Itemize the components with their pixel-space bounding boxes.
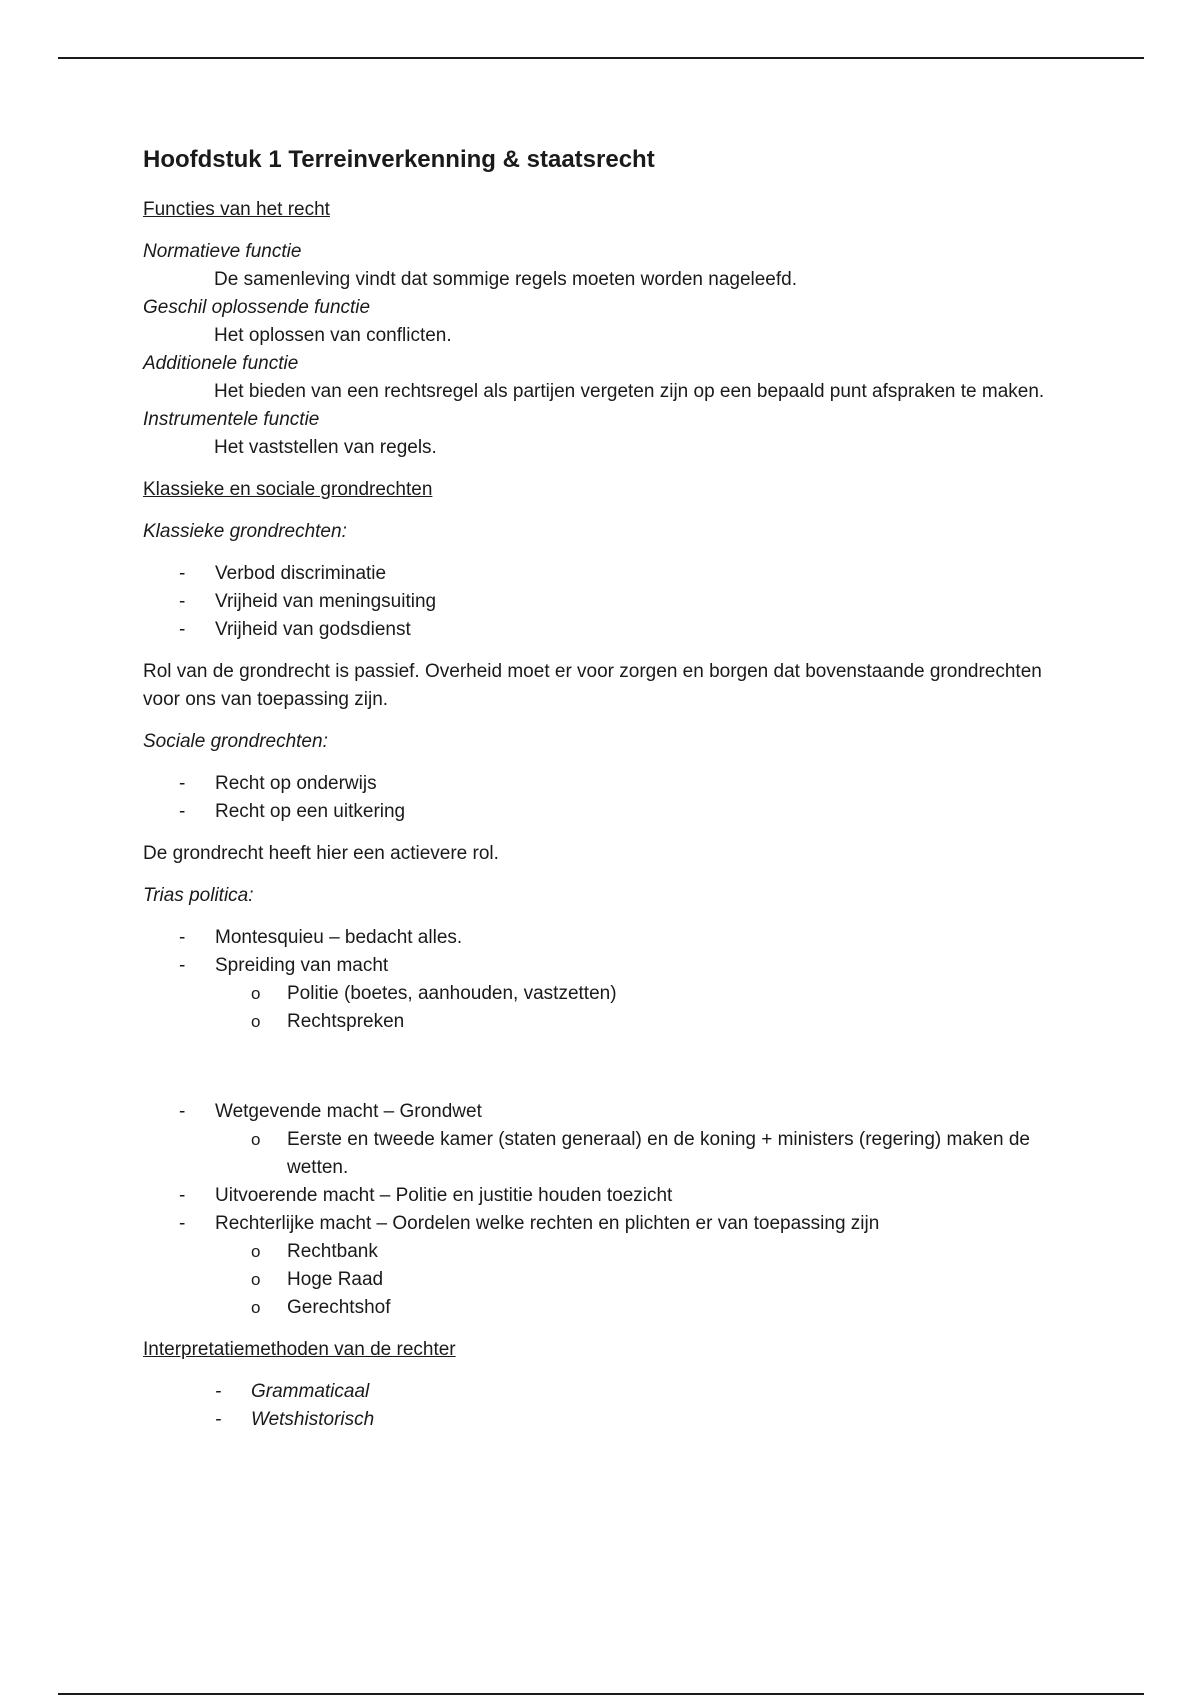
sublist-spreiding: [215, 980, 1063, 1036]
definition-instrumentele: Het vaststellen van regels.: [214, 437, 437, 458]
list-item: - Recht op een uitkering: [143, 798, 1063, 826]
list-sociale-grondrechten: [143, 770, 1063, 826]
sublist-rechterlijk: [215, 1238, 1063, 1322]
footer-rule: [58, 1693, 1144, 1695]
term-geschil: Geschil oplossende functie: [143, 297, 371, 318]
label-klassieke-grondrechten: Klassieke grondrechten:: [143, 521, 347, 542]
paragraph-klassiek: Rol van de grondrecht is passief. Overheid moet er voor zorgen en borgen dat bovenstaande grondrechten voor ons van toepassing zijn.: [143, 661, 1042, 710]
label-sociale-grondrechten: Sociale grondrechten:: [143, 731, 328, 752]
definition-additionele: Het bieden van een rechtsregel als partijen vergeten zijn op een bepaald punt afspraken te maken.: [214, 381, 1045, 402]
sublist-wetgevend: [215, 1126, 1063, 1182]
list-item: [143, 1210, 1063, 1322]
list-item: - Grammaticaal: [143, 1378, 1063, 1406]
definition-geschil: Het oplossen van conflicten.: [214, 325, 452, 346]
section-heading-grondrechten: Klassieke en sociale grondrechten: [143, 479, 433, 500]
term-normatieve: Normatieve functie: [143, 241, 302, 262]
page-title: Hoofdstuk 1 Terreinverkenning & staatsrecht: [143, 146, 655, 173]
list-item: - Verbod discriminatie: [143, 560, 1063, 588]
sublist-item: o Politie (boetes, aanhouden, vastzetten): [215, 980, 1063, 1008]
list-item-text: Spreiding van macht: [215, 955, 389, 976]
definition-normatieve: De samenleving vindt dat sommige regels moeten worden nageleefd.: [214, 269, 797, 290]
paragraph-sociaal: De grondrecht heeft hier een actievere rol.: [143, 843, 499, 864]
list-item-text: Rechterlijke macht – Oordelen welke rechten en plichten er van toepassing zijn: [215, 1213, 880, 1234]
list-item: [143, 1098, 1063, 1182]
list-item: - Recht op onderwijs: [143, 770, 1063, 798]
list-klassieke-grondrechten: [143, 560, 1063, 644]
sublist-item: o Rechtspreken: [215, 1008, 1063, 1036]
list-item: - Wetshistorisch: [143, 1406, 1063, 1434]
term-additionele: Additionele functie: [143, 353, 299, 374]
spacer: [143, 1036, 1063, 1098]
list-item: - Vrijheid van meningsuiting: [143, 588, 1063, 616]
list-machten: [143, 1098, 1063, 1322]
section-heading-functies: Functies van het recht: [143, 199, 330, 220]
sublist-item: o Hoge Raad: [215, 1266, 1063, 1294]
sublist-item: o Gerechtshof: [215, 1294, 1063, 1322]
list-item: - Vrijheid van godsdienst: [143, 616, 1063, 644]
list-interpretatiemethoden: [143, 1378, 1063, 1434]
sublist-item: o Rechtbank: [215, 1238, 1063, 1266]
term-instrumentele: Instrumentele functie: [143, 409, 320, 430]
document-body: [143, 138, 1063, 1448]
list-item-text: Wetgevende macht – Grondwet: [215, 1101, 482, 1122]
list-item: - Montesquieu – bedacht alles.: [143, 924, 1063, 952]
list-item: - Uitvoerende macht – Politie en justitie houden toezicht: [143, 1182, 1063, 1210]
sublist-item: o Eerste en tweede kamer (staten generaal) en de koning + ministers (regering) maken de wetten.: [215, 1126, 1063, 1182]
header-rule: [58, 57, 1144, 59]
list-item: [143, 952, 1063, 1036]
section-heading-interpretatie: Interpretatiemethoden van de rechter: [143, 1339, 456, 1360]
list-trias-politica: [143, 924, 1063, 1036]
label-trias-politica: Trias politica:: [143, 885, 254, 906]
